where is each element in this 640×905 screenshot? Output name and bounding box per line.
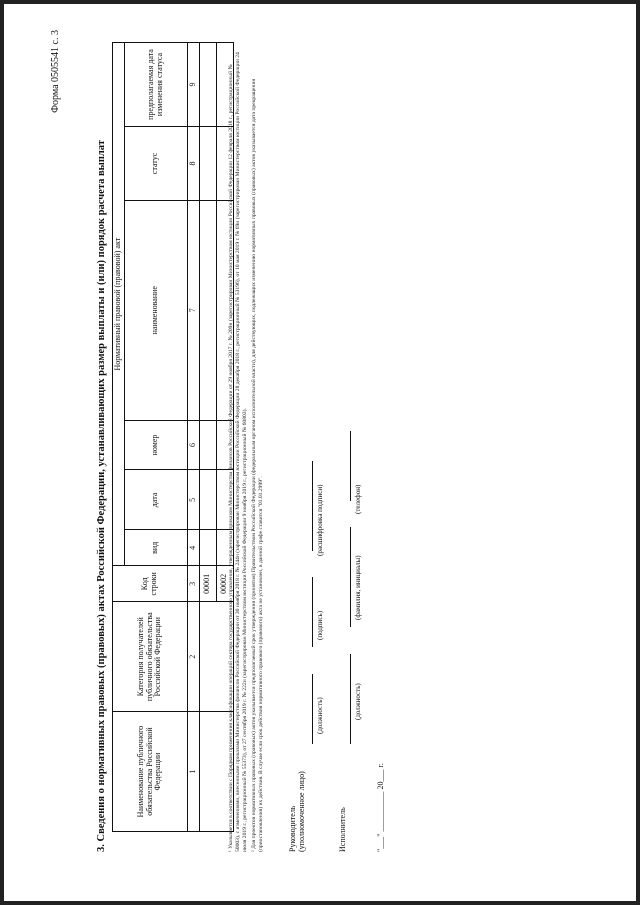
table-row xyxy=(199,43,216,832)
decoding-line xyxy=(302,461,313,551)
column-number: 8 xyxy=(187,127,199,201)
section-title: 3. Сведения о нормативных правовых (правовых) актах Российской Федерации, устанавливающих размер выплаты и (или) порядок расчета выплат xyxy=(96,140,107,852)
column-number: 4 xyxy=(187,530,199,566)
caption-decoding: (расшифровка подписи) xyxy=(316,484,324,556)
header-status: статус xyxy=(124,127,187,201)
column-number: 7 xyxy=(187,200,199,420)
phone-line xyxy=(340,431,351,501)
column-number: 2 xyxy=(187,602,199,712)
cell-code: 00002 xyxy=(216,566,233,602)
header-category: Категория получателей публичного обязательства Российской Федерации xyxy=(113,602,188,712)
header-obligation: Наименование публичного обязательства Российской Федерации xyxy=(113,712,188,832)
cell-empty xyxy=(199,420,216,470)
column-number: 6 xyxy=(187,420,199,470)
executor-position-line xyxy=(340,654,351,744)
head-label: Руководитель xyxy=(288,805,297,852)
footnote-1: ¹ Указывается в соответствии с Порядком применения классификации операций сектора государственного управления, утвержденным приказом Министерства финансов Российской Федерации от 29 ноября 2017 г. № 209н (зарегистрирован Министерством юстиции Российской Федерации 12 февраля 2018 г., регистрационный № 50003), с изменениями, внесенными приказами Министерства финансов Российской Федерации от 30 ноября 2018 г. № 244н (зарегистрирован Министерством юстиции Российской Федерации 28 декабря 2018 г., регистрационный № 53196), от 10 мая 2019 г. № 69н (зарегистрирован Министерством юстиции Российской Федерации 24 июля 2019 г., регистрационный № 55373), от 27 сентября 2019 г. № 222н (зарегистрирован Министерством юстиции Российской Федерации 9 ноября 2019 г., регистрационный № 60803). xyxy=(228,52,248,852)
signature-line xyxy=(302,578,313,648)
caption-signature: (подпись) xyxy=(316,610,324,640)
header-type: вид xyxy=(124,530,187,566)
cell-empty xyxy=(199,470,216,530)
header-status-date: предполагаемая дата изменения статуса xyxy=(124,43,187,127)
cell-empty xyxy=(199,43,216,127)
header-name: наименование xyxy=(124,200,187,420)
form-number: Форма 0505541 с. 3 xyxy=(50,30,61,113)
caption-position: (должность) xyxy=(316,697,324,734)
column-number: 9 xyxy=(187,43,199,127)
caption-name: (фамилия, инициалы) xyxy=(354,555,362,620)
column-number-row xyxy=(187,43,199,832)
position-line xyxy=(302,674,313,744)
executor-name-line xyxy=(340,528,351,628)
column-number: 3 xyxy=(187,566,199,602)
footnotes xyxy=(228,52,267,852)
cell-empty xyxy=(199,127,216,201)
head-sublabel: (уполномоченное лицо) xyxy=(297,771,306,852)
cell-code: 00001 xyxy=(199,566,216,602)
npa-table xyxy=(112,42,234,832)
rotated-document xyxy=(20,12,620,892)
cell-empty xyxy=(199,530,216,566)
date-line: "___" __________ 20___ г. xyxy=(376,763,385,852)
head-lines xyxy=(302,461,313,744)
header-npa-group: Нормативный правовой (правовой) акт xyxy=(113,43,125,566)
executor-label: Исполнитель xyxy=(338,807,347,852)
column-number: 1 xyxy=(187,712,199,832)
caption-position-2: (должность) xyxy=(354,683,362,720)
executor-lines xyxy=(340,431,351,744)
header-code: Код строки xyxy=(113,566,188,602)
footnote-2: ² Для проектов нормативных правовых (правовых) актов указывается предполагаемый срок утверждения (принятия) Правительством Российской Федерации (федеральным органом исполнительной власти), для действующих, подлежащих изменению нормативных правовых (правовых) актов указывается дата прекращения (приостановления) их действия. В случае если срок действия нормативного правового (правового) акта не установлен, в данной графе ставится "01.01.2999". xyxy=(250,78,264,852)
header-number: номер xyxy=(124,420,187,470)
column-number: 5 xyxy=(187,470,199,530)
cell-empty xyxy=(199,200,216,420)
header-date: дата xyxy=(124,470,187,530)
caption-phone: (телефон) xyxy=(354,484,362,514)
head-signature-block xyxy=(288,771,306,852)
